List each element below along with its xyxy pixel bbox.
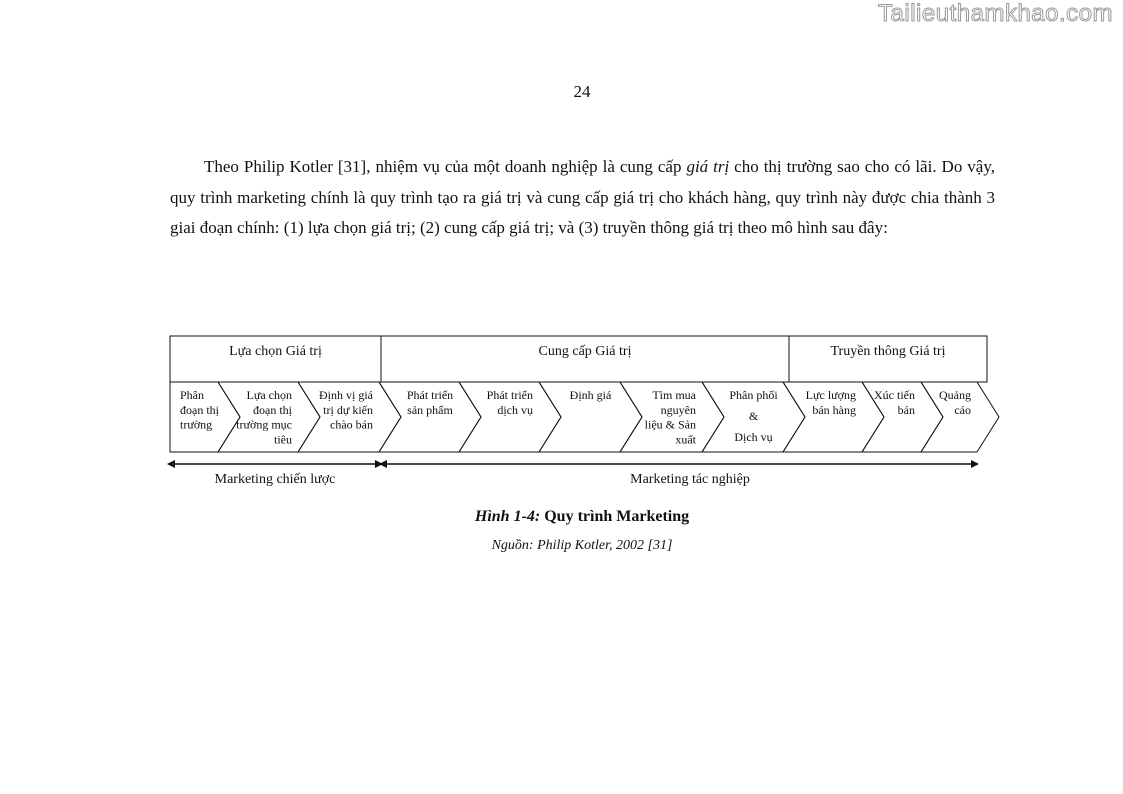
caption-title: Quy trình Marketing bbox=[540, 508, 690, 525]
process-step-label: dịch vụ bbox=[497, 402, 533, 417]
process-step-label: Phân phối bbox=[729, 388, 778, 402]
process-step-label: đoạn thị bbox=[253, 402, 292, 417]
process-step-label: bán bbox=[897, 402, 915, 417]
page-number: 24 bbox=[573, 82, 591, 101]
process-step-label: tiêu bbox=[274, 432, 292, 447]
phase-label: Lựa chọn Giá trị bbox=[229, 344, 322, 359]
process-step-label: Định giá bbox=[569, 388, 612, 402]
process-step-chevron bbox=[862, 382, 943, 452]
process-step-chevron bbox=[539, 382, 642, 452]
process-step-chevron bbox=[379, 382, 481, 452]
process-step-label: Định vị giá bbox=[319, 388, 373, 402]
phase-label: Cung cấp Giá trị bbox=[538, 344, 632, 359]
body-paragraph bbox=[170, 152, 995, 244]
process-step-label: liệu & Sản bbox=[644, 417, 696, 432]
phase-boxes bbox=[170, 336, 987, 382]
process-step-label: nguyên bbox=[660, 402, 696, 417]
process-step-label: Phát triển bbox=[406, 388, 454, 402]
process-step-chevron bbox=[298, 382, 401, 452]
paragraph-text-2: cho thị trường sao cho có lãi. Do vậy, quy trình marketing chính là quy trình tạo ra giá trị và cung cấp giá trị cho khách hàng, quy trình này được chia thành 3 giai đoạn chính: (1) lựa chọn giá trị; (2) cung cấp giá trị; và (3) truyền thông giá trị theo mô hình sau đây: bbox=[170, 157, 995, 237]
phase-box bbox=[381, 336, 789, 382]
process-step-label: bán hàng bbox=[812, 402, 856, 417]
process-step-label: chào bán bbox=[330, 417, 373, 432]
process-step-label: trường mục bbox=[236, 417, 292, 432]
phase-box bbox=[170, 336, 381, 382]
process-step-label: Phát triển bbox=[486, 388, 533, 402]
process-step-chevron bbox=[702, 382, 805, 452]
figure-caption bbox=[0, 508, 1123, 526]
process-step-chevron bbox=[170, 382, 240, 452]
phase-box bbox=[789, 336, 987, 382]
process-step-label: Phân bbox=[180, 388, 204, 402]
process-step-label: Lực lượng bbox=[805, 388, 856, 402]
watermark: Tailieuthamkhao.com bbox=[878, 0, 1113, 27]
process-step-label: đoạn thị bbox=[180, 402, 219, 417]
process-step-label: Dịch vụ bbox=[734, 430, 773, 444]
process-step-label: xuất bbox=[675, 432, 696, 447]
process-step-label: Quảng bbox=[939, 388, 971, 402]
marketing-arrows bbox=[171, 464, 975, 487]
marketing-arrow-label: Marketing tác nghiệp bbox=[630, 472, 750, 487]
paragraph-italic: giá trị bbox=[686, 157, 730, 176]
caption-label: Hình 1-4: bbox=[474, 508, 541, 525]
process-step-label: trường bbox=[180, 417, 213, 432]
phase-label: Truyền thông Giá trị bbox=[830, 344, 946, 359]
marketing-arrow-label: Marketing chiến lược bbox=[214, 472, 336, 487]
figure-source: Nguồn: Philip Kotler, 2002 [31] bbox=[491, 538, 673, 553]
process-step-label: Xúc tiến bbox=[874, 388, 915, 402]
process-step-chevron bbox=[620, 382, 724, 452]
process-step-label: Tìm mua bbox=[652, 388, 696, 402]
process-step-chevron bbox=[218, 382, 320, 452]
process-step-chevron bbox=[459, 382, 561, 452]
process-step-chevron bbox=[921, 382, 999, 452]
process-step-chevron bbox=[783, 382, 884, 452]
process-steps bbox=[170, 382, 999, 452]
process-step-label: & bbox=[748, 409, 759, 423]
paragraph-text-1: Theo Philip Kotler [31], nhiệm vụ của một doanh nghiệp là cung cấp bbox=[204, 157, 687, 176]
process-step-label: Lựa chọn bbox=[246, 388, 292, 402]
process-step-label: cáo bbox=[954, 402, 971, 417]
process-step-label: trị dự kiến bbox=[323, 402, 373, 417]
process-step-label: sản phẩm bbox=[407, 402, 453, 417]
